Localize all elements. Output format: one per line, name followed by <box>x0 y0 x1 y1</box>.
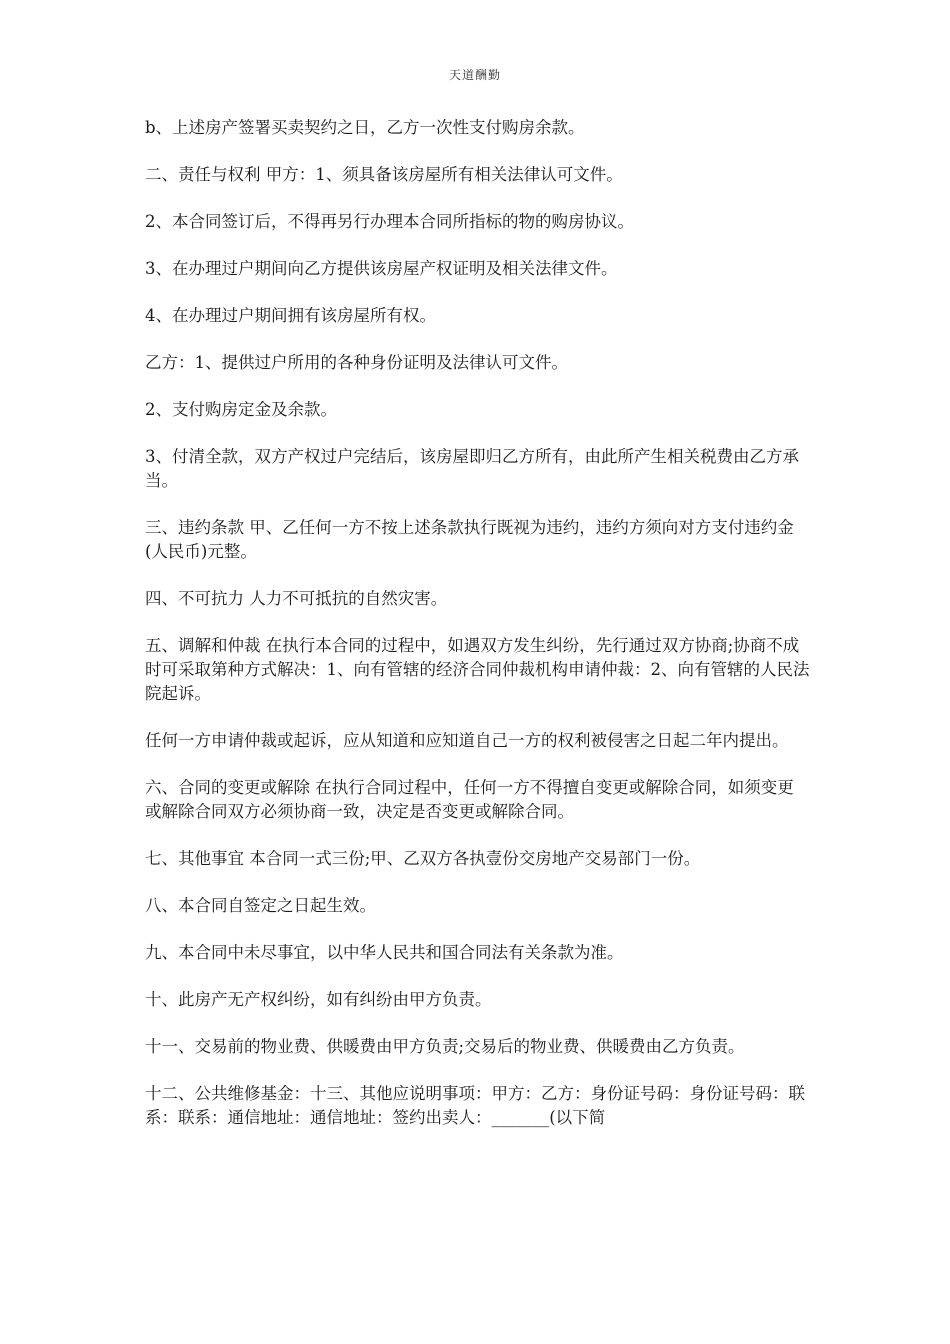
clause-paragraph: 五、调解和仲裁 在执行本合同的过程中，如遇双方发生纠纷，先行通过双方协商;协商不成时可采取第种方式解决：1、向有管辖的经济合同仲裁机构申请仲裁：2、向有管辖的人民法院起诉。 <box>145 636 810 703</box>
clause-paragraph: 八、本合同自签定之日起生效。 <box>145 896 376 915</box>
clause-paragraph: 二、责任与权利 甲方：1、须具备该房屋所有相关法律认可文件。 <box>145 165 623 184</box>
clause-paragraph: 4、在办理过户期间拥有该房屋所有权。 <box>145 306 436 325</box>
document-body <box>145 116 810 1153</box>
clause-paragraph: 十二、公共维修基金：十三、其他应说明事项：甲方：乙方：身份证号码：身份证号码：联系：联系：通信地址：通信地址：签约出卖人：_______(以下简 <box>145 1084 805 1127</box>
clause-paragraph: 3、付清全款，双方产权过户完结后，该房屋即归乙方所有，由此所产生相关税费由乙方承当。 <box>145 447 799 490</box>
clause-paragraph: 四、不可抗力 人力不可抵抗的自然灾害。 <box>145 589 448 608</box>
clause-paragraph: 九、本合同中未尽事宜，以中华人民共和国合同法有关条款为准。 <box>145 943 624 962</box>
clause-paragraph: 2、本合同签订后，不得再另行办理本合同所指标的物的购房协议。 <box>145 212 634 231</box>
clause-paragraph: 七、其他事宜 本合同一式三份;甲、乙双方各执壹份交房地产交易部门一份。 <box>145 849 701 868</box>
clause-paragraph: 十一、交易前的物业费、供暖费由甲方负责;交易后的物业费、供暖费由乙方负责。 <box>145 1037 745 1056</box>
clause-paragraph: 任何一方申请仲裁或起诉，应从知道和应知道自己一方的权利被侵害之日起二年内提出。 <box>145 731 789 750</box>
clause-paragraph: 十、此房产无产权纠纷，如有纠纷由甲方负责。 <box>145 990 492 1009</box>
clause-paragraph: 三、违约条款 甲、乙任何一方不按上述条款执行既视为违约，违约方须向对方支付违约金(人民币)元整。 <box>145 518 794 561</box>
clause-paragraph: 乙方：1、提供过户所用的各种身份证明及法律认可文件。 <box>145 353 568 372</box>
clause-paragraph: b、上述房产签署买卖契约之日，乙方一次性支付购房余款。 <box>145 118 585 137</box>
clause-paragraph: 3、在办理过户期间向乙方提供该房屋产权证明及相关法律文件。 <box>145 259 618 278</box>
clause-paragraph: 六、合同的变更或解除 在执行合同过程中，任何一方不得擅自变更或解除合同，如须变更或解除合同双方必须协商一致，决定是否变更或解除合同。 <box>145 778 794 821</box>
clause-paragraph: 2、支付购房定金及余款。 <box>145 400 337 419</box>
page-header: 天道酬勤 <box>448 68 501 82</box>
